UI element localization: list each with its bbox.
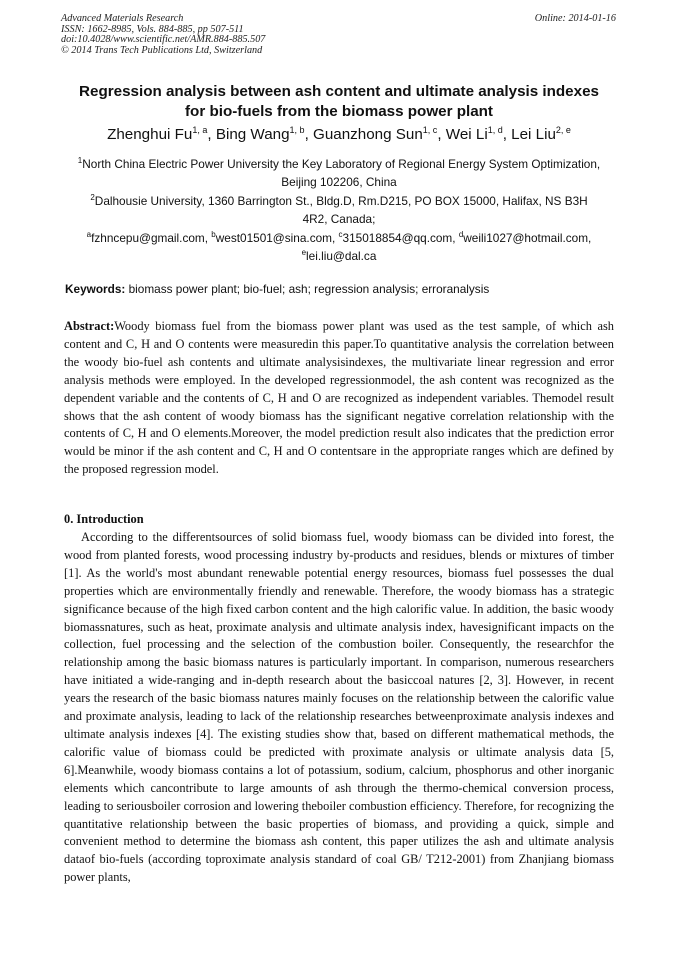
email-link[interactable]: west01501@sina.com, bbox=[215, 231, 339, 245]
abstract bbox=[64, 318, 614, 479]
affiliation-mark: 1 bbox=[77, 156, 83, 165]
title-line-2: for bio-fuels from the biomass power plant bbox=[185, 102, 493, 120]
copyright-line: © 2014 Trans Tech Publications Ltd, Switzerland bbox=[61, 44, 263, 56]
author-emails bbox=[50, 229, 628, 266]
author-name: Bing Wang bbox=[215, 126, 290, 143]
author-affiliation-mark: 1, d bbox=[487, 125, 503, 135]
email-link[interactable]: 315018854@qq.com, bbox=[342, 231, 459, 245]
author-separator: , bbox=[207, 126, 216, 143]
author-list bbox=[40, 125, 638, 145]
affiliation-text: North China Electric Power University the Key Laboratory of Regional Energy System Optimization, bbox=[82, 157, 601, 171]
issn-line: ISSN: 1662-8985, Vols. 884-885, pp 507-511 bbox=[61, 23, 244, 35]
affiliation-2 bbox=[50, 192, 628, 229]
author-name: Wei Li bbox=[445, 126, 488, 143]
author bbox=[216, 126, 313, 143]
author-affiliation-mark: 2, e bbox=[555, 125, 571, 135]
introduction-paragraph: According to the differentsources of solid biomass fuel, woody biomass can be divided into forest, the wood from planted forests, wood processing industry by-products and residues, blends or mixtures of timber [1]. As the world's most abundant renewable potential energy resources, biomass fuel possesses the dual properties which are environmentally friendly and renewable. Therefore, the woody biomass has a strategic significance because of the high fixed carbon content and the high calorific value. In addition, the basic woody biomassnatures, such as heat, proximate analysis and ultimate analysis index, havesignificant impacts on the collection, fuel processing and the selection of the combustion boiler. Consequently, the researchfor the relationship among the basic biomass natures is particularly important. In comparison, numerous researchers have initiated a wide-ranging and in-depth research about the basiccoal natures [2, 3]. However, in recent years the research of the basic biomass natures mainly focuses on the relationship between the calorific value and proximate analysis, leading to lack of the relationship researches betweenproximate analysis indexes and ultimate analysis indexes [4]. The existing studies show that, based on different mathematical methods, the calorific value of biomass could be predicted with proximate analysis or ultimate analysis data [5, 6].Meanwhile, woody biomass contains a lot of potassium, sodium, calcium, phosphorus and other inorganic elements which cancontribute to large amounts of ash through the thermo-chemical conversion process, leading to seriousboiler corrosion and lowering theboiler combustion efficiency. Therefore, for recognizing the quantitative relationship between the basic properties of biomass, and providing a quick, simple and convenient method to determine the biomass ash content, this paper utilizes the ash and ultimate analysis dataof bio-fuels (according toproximate analysis standard of coal GB/ T212-2001) from Zhanjiang biomass power plants, bbox=[64, 530, 614, 885]
author-affiliation-mark: 1, c bbox=[422, 125, 438, 135]
author-separator: , bbox=[304, 126, 314, 143]
affiliation-text: 4R2, Canada; bbox=[302, 212, 376, 227]
section-heading-introduction: 0. Introduction bbox=[64, 512, 144, 526]
author bbox=[511, 126, 571, 143]
affiliation-1 bbox=[50, 155, 628, 192]
author bbox=[446, 126, 511, 143]
author-affiliation-mark: 1, a bbox=[192, 125, 208, 135]
email-mark: c bbox=[338, 230, 343, 239]
author bbox=[107, 126, 216, 143]
author-separator: , bbox=[437, 126, 446, 143]
email-mark: e bbox=[301, 248, 307, 258]
author-name: Guanzhong Sun bbox=[313, 126, 423, 143]
journal-header bbox=[61, 14, 616, 56]
author-name: Zhenghui Fu bbox=[107, 126, 193, 143]
title-line-1: Regression analysis between ash content and ultimate analysis indexes bbox=[79, 83, 599, 100]
email-mark: b bbox=[211, 230, 216, 239]
email-mark: a bbox=[86, 230, 92, 239]
author-separator: , bbox=[502, 126, 512, 143]
author-affiliation-mark: 1, b bbox=[289, 125, 305, 135]
keywords-label: Keywords: bbox=[65, 282, 126, 296]
abstract-label: Abstract: bbox=[64, 319, 115, 333]
paper-title bbox=[40, 82, 638, 121]
email-link[interactable]: fzhncepu@gmail.com, bbox=[91, 231, 212, 245]
author-name: Lei Liu bbox=[511, 126, 556, 143]
email-mark: d bbox=[458, 230, 464, 239]
email-link[interactable]: weili1027@hotmail.com, bbox=[463, 231, 592, 245]
journal-name: Advanced Materials Research bbox=[61, 13, 184, 24]
author bbox=[313, 126, 446, 143]
affiliation-text: Dalhousie University, 1360 Barrington St., Bldg.D, Rm.D215, PO BOX 15000, Halifax, NS B3H bbox=[94, 194, 588, 208]
online-date: Online: 2014-01-16 bbox=[534, 13, 616, 24]
affiliation-mark: 2 bbox=[90, 193, 95, 202]
keywords bbox=[65, 282, 615, 297]
abstract-text: Woody biomass fuel from the biomass power plant was used as the test sample, of which ash content and C, H and O contents were measuredin this paper.To quantitative analysis the correlation between the woody bio-fuel ash contents and ultimate analysisindexes, the multivariate linear regression and error analysis methods were employed. In the developed regressionmodel, the ash content was recognized as the dependent variable and the contents of C, H and O are recognized as independent variables. Themodel result shows that the ash content of woody biomass has the significant negative correlation relationship with the contents of C, H and O elements.Moreover, the model prediction result also indicates that the prediction error would be minor if the ash content and C, H and O contentsare in the appropriate ranges which are defined by the proposed regression model. bbox=[64, 319, 614, 477]
affiliation-text: Beijing 102206, China bbox=[281, 175, 397, 190]
email-link[interactable]: lei.liu@dal.ca bbox=[306, 249, 377, 264]
keywords-text: biomass power plant; bio-fuel; ash; regression analysis; erroranalysis bbox=[125, 282, 490, 296]
doi-line[interactable]: doi:10.4028/www.scientific.net/AMR.884-885.507 bbox=[61, 34, 266, 46]
